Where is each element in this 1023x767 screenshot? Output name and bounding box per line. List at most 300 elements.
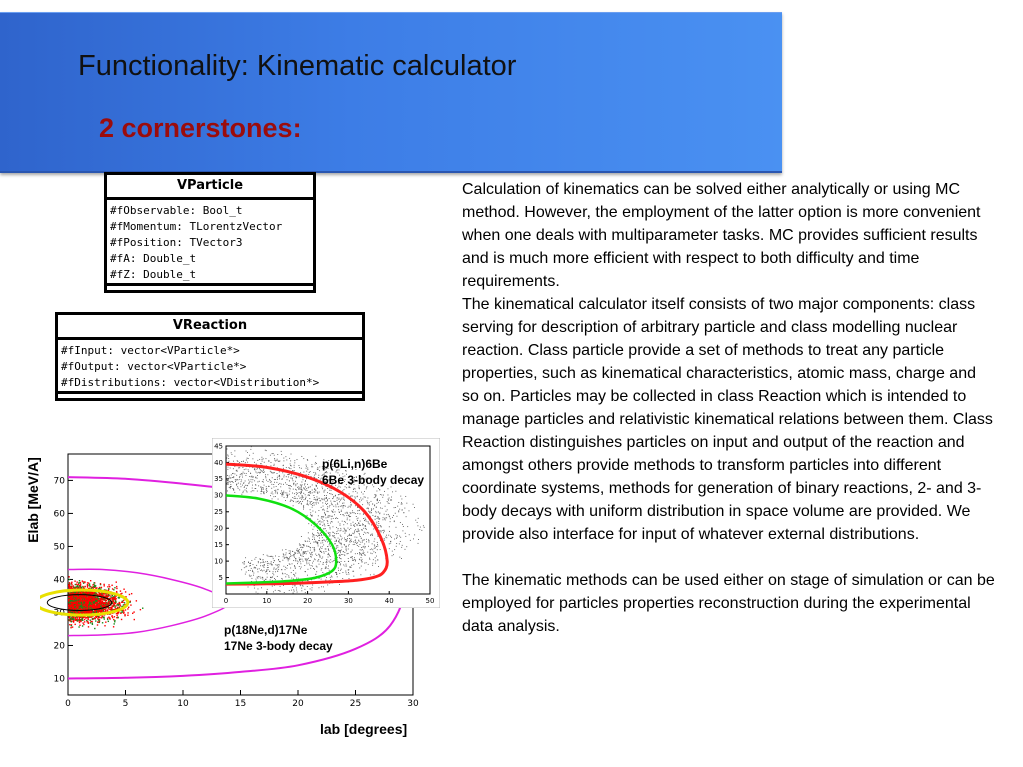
data-point: [339, 551, 340, 552]
data-point: [324, 512, 325, 513]
data-point: [312, 511, 313, 512]
data-point: [331, 493, 332, 494]
data-point: [113, 605, 114, 606]
data-point: [231, 474, 232, 475]
data-point: [366, 488, 367, 489]
data-point: [392, 555, 393, 556]
data-point: [325, 562, 326, 563]
data-point: [383, 532, 384, 533]
data-point: [289, 480, 290, 481]
data-point: [336, 547, 337, 548]
data-point: [96, 601, 97, 602]
data-point: [314, 551, 315, 552]
data-point: [360, 542, 361, 543]
data-point: [95, 607, 96, 608]
data-point: [278, 489, 279, 490]
data-point: [322, 519, 323, 520]
data-point: [386, 514, 387, 515]
data-point: [340, 525, 341, 526]
data-point: [113, 589, 114, 590]
data-point: [309, 539, 310, 540]
data-point: [286, 492, 287, 493]
data-point: [333, 506, 334, 507]
data-point: [345, 522, 346, 523]
data-point: [297, 563, 298, 564]
data-point: [372, 553, 373, 554]
data-point: [77, 598, 78, 599]
data-point: [364, 547, 365, 548]
data-point: [401, 502, 402, 503]
data-point: [283, 556, 284, 557]
data-point: [308, 495, 309, 496]
data-point: [226, 458, 227, 459]
data-point: [313, 472, 314, 473]
data-point: [113, 597, 114, 598]
data-point: [293, 489, 294, 490]
data-point: [362, 530, 363, 531]
class-attribute: #fOutput: vector<VParticle*>: [61, 360, 247, 373]
data-point: [298, 503, 299, 504]
data-point: [417, 525, 418, 526]
data-point: [377, 499, 378, 500]
data-point: [85, 606, 86, 607]
data-point: [336, 548, 337, 549]
data-point: [362, 549, 363, 550]
data-point: [315, 554, 316, 555]
data-point: [420, 527, 421, 528]
data-point: [255, 477, 256, 478]
data-point: [286, 552, 287, 553]
data-point: [288, 559, 289, 560]
data-point: [296, 490, 297, 491]
data-point: [263, 566, 264, 567]
data-point: [374, 544, 375, 545]
data-point: [324, 499, 325, 500]
data-point: [345, 571, 346, 572]
data-point: [321, 552, 322, 553]
data-point: [326, 530, 327, 531]
data-point: [289, 491, 290, 492]
data-point: [364, 526, 365, 527]
data-point: [241, 479, 242, 480]
data-point: [384, 531, 385, 532]
data-point: [316, 486, 317, 487]
data-point: [364, 554, 365, 555]
data-point: [73, 619, 74, 620]
data-point: [268, 567, 269, 568]
data-point: [310, 471, 311, 472]
data-point: [327, 541, 328, 542]
data-point: [124, 615, 125, 616]
data-point: [258, 562, 259, 563]
data-point: [371, 512, 372, 513]
data-point: [337, 545, 338, 546]
data-point: [375, 519, 376, 520]
decay-label: 17Ne 3-body decay: [224, 639, 333, 653]
data-point: [302, 497, 303, 498]
data-point: [393, 515, 394, 516]
data-point: [294, 554, 295, 555]
data-point: [262, 487, 263, 488]
data-point: [273, 574, 274, 575]
data-point: [314, 549, 315, 550]
data-point: [88, 612, 89, 613]
data-point: [100, 603, 101, 604]
data-point: [369, 505, 370, 506]
data-point: [322, 499, 323, 500]
data-point: [382, 497, 383, 498]
data-point: [350, 567, 351, 568]
data-point: [346, 512, 347, 513]
data-point: [273, 496, 274, 497]
data-point: [374, 538, 375, 539]
data-point: [285, 482, 286, 483]
data-point: [79, 585, 80, 586]
reaction-label: p(18Ne,d)17Ne: [224, 623, 308, 637]
data-point: [266, 486, 267, 487]
data-point: [289, 550, 290, 551]
data-point: [339, 498, 340, 499]
data-point: [390, 543, 391, 544]
data-point: [354, 512, 355, 513]
data-point: [296, 492, 297, 493]
data-point: [79, 580, 80, 581]
data-point: [247, 462, 248, 463]
data-point: [350, 566, 351, 567]
data-point: [377, 542, 378, 543]
data-point: [282, 573, 283, 574]
data-point: [319, 587, 320, 588]
data-point: [262, 565, 263, 566]
data-point: [271, 488, 272, 489]
data-point: [325, 503, 326, 504]
data-point: [294, 585, 295, 586]
data-point: [340, 523, 341, 524]
data-point: [94, 618, 95, 619]
data-point: [314, 505, 315, 506]
data-point: [263, 493, 264, 494]
data-point: [254, 462, 255, 463]
data-point: [378, 512, 379, 513]
data-point: [354, 532, 355, 533]
data-point: [368, 511, 369, 512]
data-point: [372, 515, 373, 516]
data-point: [120, 613, 121, 614]
data-point: [329, 498, 330, 499]
y-tick-label: 5: [218, 573, 223, 582]
data-point: [238, 467, 239, 468]
data-point: [386, 535, 387, 536]
data-point: [255, 567, 256, 568]
data-point: [96, 617, 97, 618]
data-point: [277, 565, 278, 566]
data-point: [73, 607, 74, 608]
data-point: [330, 535, 331, 536]
data-point: [103, 603, 104, 604]
data-point: [335, 541, 336, 542]
data-point: [300, 568, 301, 569]
paragraph: The kinematical calculator itself consists of two major components: class serving for description of arbitrary particle and class modelling nuclear reaction. Class particle provide a set of methods to treat any particle properties, such as kinematical characteristics, atomic mass, charge and so on. Particles may be collected in class Reaction which is intended to manage particles and relativistic kinematical relations between them. Class Reaction distinguishes particles on input and output of the reaction and amongst others provide methods to transform particles into different coordinate systems, methods for generation of binary reactions, 2- and 3-body decays with uniform distribution in space volume are provided. We provide also interface for input of whatever external distributions.: [462, 296, 993, 543]
data-point: [250, 473, 251, 474]
data-point: [90, 592, 91, 593]
data-point: [301, 549, 302, 550]
data-point: [80, 605, 81, 606]
data-point: [339, 555, 340, 556]
data-point: [267, 565, 268, 566]
data-point: [324, 520, 325, 521]
data-point: [298, 551, 299, 552]
data-point: [333, 536, 334, 537]
data-point: [366, 541, 367, 542]
data-point: [111, 585, 112, 586]
data-point: [84, 608, 85, 609]
data-point: [101, 617, 102, 618]
data-point: [282, 492, 283, 493]
data-point: [330, 501, 331, 502]
data-point: [398, 511, 399, 512]
data-point: [142, 608, 143, 609]
data-point: [100, 606, 101, 607]
data-point: [318, 477, 319, 478]
data-point: [313, 568, 314, 569]
data-point: [103, 584, 104, 585]
data-point: [90, 620, 91, 621]
data-point: [285, 500, 286, 501]
data-point: [351, 567, 352, 568]
data-point: [324, 498, 325, 499]
data-point: [106, 596, 107, 597]
data-point: [254, 588, 255, 589]
data-point: [298, 496, 299, 497]
x-tick-label: 0: [65, 699, 71, 709]
data-point: [249, 575, 250, 576]
data-point: [377, 500, 378, 501]
data-point: [275, 569, 276, 570]
data-point: [246, 473, 247, 474]
data-point: [269, 556, 270, 557]
data-point: [305, 490, 306, 491]
data-point: [110, 609, 111, 610]
data-point: [389, 548, 390, 549]
data-point: [114, 616, 115, 617]
data-point: [226, 483, 227, 484]
data-point: [252, 485, 253, 486]
data-point: [250, 570, 251, 571]
data-point: [368, 540, 369, 541]
data-point: [74, 580, 75, 581]
data-point: [333, 518, 334, 519]
data-point: [322, 525, 323, 526]
data-point: [108, 584, 109, 585]
data-point: [232, 473, 233, 474]
data-point: [352, 550, 353, 551]
data-point: [340, 564, 341, 565]
data-point: [296, 550, 297, 551]
data-point: [355, 488, 356, 489]
class-attribute: #fA: Double_t: [110, 252, 197, 265]
data-point: [251, 491, 252, 492]
data-point: [348, 507, 349, 508]
x-tick-label: 15: [234, 699, 247, 709]
data-point: [409, 510, 410, 511]
data-point: [246, 490, 247, 491]
data-point: [358, 522, 359, 523]
data-point: [233, 477, 234, 478]
data-point: [293, 476, 294, 477]
data-point: [278, 499, 279, 500]
data-point: [376, 491, 377, 492]
data-point: [354, 557, 355, 558]
data-point: [389, 526, 390, 527]
data-point: [362, 499, 363, 500]
data-point: [257, 460, 258, 461]
data-point: [271, 462, 272, 463]
data-point: [281, 484, 282, 485]
data-point: [291, 454, 292, 455]
y-tick-label: 30: [214, 491, 223, 500]
data-point: [390, 521, 391, 522]
data-point: [263, 479, 264, 480]
data-point: [319, 534, 320, 535]
data-point: [418, 518, 419, 519]
data-point: [340, 500, 341, 501]
data-point: [405, 536, 406, 537]
data-point: [263, 469, 264, 470]
data-point: [318, 545, 319, 546]
data-point: [295, 481, 296, 482]
data-point: [118, 604, 119, 605]
data-point: [376, 546, 377, 547]
data-point: [230, 468, 231, 469]
data-point: [292, 497, 293, 498]
data-point: [351, 505, 352, 506]
data-point: [277, 454, 278, 455]
data-point: [285, 573, 286, 574]
data-point: [270, 495, 271, 496]
data-point: [282, 493, 283, 494]
data-point: [368, 503, 369, 504]
data-point: [283, 491, 284, 492]
data-point: [307, 460, 308, 461]
data-point: [351, 504, 352, 505]
data-point: [287, 474, 288, 475]
data-point: [305, 481, 306, 482]
data-point: [328, 525, 329, 526]
data-point: [352, 556, 353, 557]
data-point: [389, 516, 390, 517]
x-tick-label: 10: [177, 699, 189, 709]
data-point: [314, 539, 315, 540]
data-point: [242, 467, 243, 468]
data-point: [388, 535, 389, 536]
data-point: [399, 543, 400, 544]
data-point: [84, 605, 85, 606]
data-point: [318, 522, 319, 523]
data-point: [374, 541, 375, 542]
data-point: [266, 569, 267, 570]
data-point: [79, 619, 80, 620]
data-point: [229, 477, 230, 478]
data-point: [336, 531, 337, 532]
data-point: [365, 546, 366, 547]
data-point: [79, 622, 80, 623]
data-point: [92, 584, 93, 585]
data-point: [293, 570, 294, 571]
data-point: [255, 579, 256, 580]
data-point: [322, 542, 323, 543]
data-point: [117, 617, 118, 618]
data-point: [328, 566, 329, 567]
data-point: [295, 567, 296, 568]
data-point: [261, 491, 262, 492]
data-point: [368, 546, 369, 547]
data-point: [355, 523, 356, 524]
data-point: [337, 497, 338, 498]
data-point: [73, 598, 74, 599]
vreaction-class-box: [55, 312, 365, 401]
data-point: [310, 512, 311, 513]
data-point: [342, 572, 343, 573]
data-point: [359, 552, 360, 553]
data-point: [72, 612, 73, 613]
data-point: [99, 622, 100, 623]
data-point: [91, 600, 92, 601]
data-point: [319, 549, 320, 550]
data-point: [338, 570, 339, 571]
data-point: [257, 577, 258, 578]
data-point: [120, 590, 121, 591]
data-point: [395, 513, 396, 514]
data-point: [127, 615, 128, 616]
data-point: [283, 554, 284, 555]
data-point: [88, 600, 89, 601]
data-point: [104, 593, 105, 594]
data-point: [371, 524, 372, 525]
data-point: [291, 475, 292, 476]
data-point: [355, 560, 356, 561]
data-point: [295, 573, 296, 574]
data-point: [317, 542, 318, 543]
data-point: [71, 625, 72, 626]
data-point: [325, 514, 326, 515]
data-point: [247, 452, 248, 453]
data-point: [336, 506, 337, 507]
data-point: [358, 529, 359, 530]
data-point: [227, 490, 228, 491]
data-point: [116, 588, 117, 589]
data-point: [294, 460, 295, 461]
data-point: [330, 546, 331, 547]
data-point: [261, 491, 262, 492]
data-point: [317, 567, 318, 568]
y-tick-label: 35: [214, 475, 223, 484]
data-point: [370, 534, 371, 535]
data-point: [369, 511, 370, 512]
data-point: [102, 602, 103, 603]
data-point: [350, 507, 351, 508]
data-point: [249, 482, 250, 483]
data-point: [331, 518, 332, 519]
data-point: [75, 605, 76, 606]
data-point: [350, 528, 351, 529]
data-point: [332, 535, 333, 536]
data-point: [363, 528, 364, 529]
data-point: [379, 530, 380, 531]
data-point: [88, 584, 89, 585]
data-point: [314, 535, 315, 536]
data-point: [259, 459, 260, 460]
data-point: [321, 522, 322, 523]
